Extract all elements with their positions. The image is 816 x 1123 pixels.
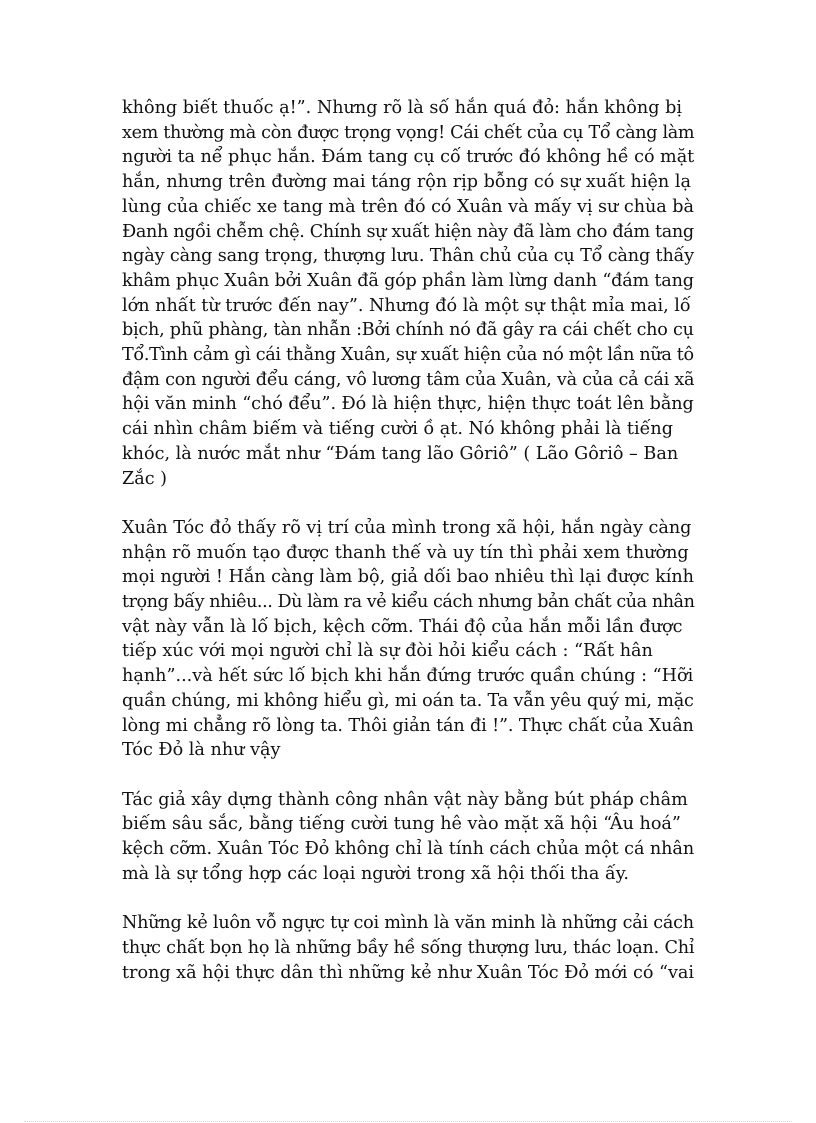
text-line: quần chúng, mi không hiểu gì, mi oán ta. Ta vẫn yêu quý mi, mặc bbox=[122, 690, 694, 711]
text-line: ngày càng sang trọng, thượng lưu. Thân chủ của cụ Tổ càng thấy bbox=[122, 246, 695, 267]
text-line: biếm sâu sắc, bằng tiếng cười tung hê vào mặt xã hội “Âu hoá” bbox=[122, 814, 681, 835]
text-line: Tổ.Tình cảm gì cái thằng Xuân, sự xuất hiện của nó một lần nữa tô bbox=[122, 345, 694, 366]
text-line: thực chất bọn họ là những bầy hề sống thượng lưu, thác loạn. Chỉ bbox=[122, 937, 695, 958]
text-line: xem thường mà còn được trọng vọng! Cái chết của cụ Tổ càng làm bbox=[122, 122, 695, 143]
text-line: nhận rõ muốn tạo được thanh thế và uy tín thì phải xem thường bbox=[122, 542, 689, 563]
paragraph-2 bbox=[122, 516, 694, 763]
text-line: khóc, là nước mắt như “Đám tang lão Gôriô” ( Lão Gôriô – Ban bbox=[122, 443, 679, 464]
paragraph-3 bbox=[122, 788, 694, 887]
text-line: hắn, nhưng trên đường mai táng rộn rịp bỗng có sự xuất hiện lạ bbox=[122, 172, 691, 193]
paragraph-1 bbox=[122, 96, 694, 491]
text-line: đậm con người đểu cáng, vô lương tâm của Xuân, và của cả cái xã bbox=[122, 369, 695, 390]
text-line: không biết thuốc ạ!”. Nhưng rõ là số hắn quá đỏ: hắn không bị bbox=[122, 98, 682, 118]
text-line: Đanh ngồi chễm chệ. Chính sự xuất hiện này đã làm cho đám tang bbox=[122, 221, 694, 242]
text-line: trọng bấy nhiêu... Dù làm ra vẻ kiểu cách nhưng bản chất của nhân bbox=[122, 592, 695, 613]
text-line: kệch cỡm. Xuân Tóc Đỏ không chỉ là tính cách chủa một cá nhân bbox=[122, 839, 695, 860]
text-line: khâm phục Xuân bởi Xuân đã góp phần làm lừng danh “đám tang bbox=[122, 270, 694, 291]
text-line: Những kẻ luôn vỗ ngực tự coi mình là văn minh là những cải cách bbox=[122, 913, 694, 934]
text-line: hạnh”...và hết sức lố bịch khi hắn đứng trước quần chúng : “Hỡi bbox=[122, 666, 694, 687]
text-line: tiếp xúc với mọi người chỉ là sự đòi hỏi kiểu cách : “Rất hân bbox=[122, 641, 653, 662]
text-line: vật này vẫn là lố bịch, kệch cỡm. Thái độ của hắn mỗi lần được bbox=[122, 616, 683, 637]
text-line: hội văn minh “chó đểu”. Đó là hiện thực, hiện thực toát lên bằng bbox=[122, 394, 694, 415]
text-line: Tóc Đỏ là như vậy bbox=[122, 740, 281, 761]
text-line: trong xã hội thực dân thì những kẻ như Xuân Tóc Đỏ mới có “vai bbox=[122, 962, 694, 983]
text-line: bịch, phũ phàng, tàn nhẫn :Bởi chính nó đã gây ra cái chết cho cụ bbox=[122, 320, 694, 341]
paragraph-4 bbox=[122, 911, 694, 985]
text-line: Tác giả xây dựng thành công nhân vật này bằng bút pháp châm bbox=[122, 789, 688, 810]
text-line: mà là sự tổng hợp các loại người trong xã hội thối tha ấy. bbox=[122, 863, 629, 884]
text-line: Zắc ) bbox=[122, 468, 168, 489]
text-line: lòng mi chẳng rõ lòng ta. Thôi giản tán đi !”. Thực chất của Xuân bbox=[122, 715, 694, 736]
document-body bbox=[122, 96, 694, 1010]
text-line: lùng của chiếc xe tang mà trên đó có Xuân và mấy vị sư chùa bà bbox=[122, 196, 694, 217]
text-line: lớn nhất từ trước đến nay”. Nhưng đó là một sự thật mỉa mai, lố bbox=[122, 295, 691, 316]
page-bottom-divider bbox=[24, 1121, 792, 1122]
text-line: Xuân Tóc đỏ thấy rõ vị trí của mình trong xã hội, hắn ngày càng bbox=[122, 517, 692, 538]
text-line: mọi người ! Hắn càng làm bộ, giả dối bao nhiêu thì lại được kính bbox=[122, 567, 694, 588]
text-line: người ta nể phục hắn. Đám tang cụ cố trước đó không hề có mặt bbox=[122, 147, 695, 168]
text-line: cái nhìn châm biếm và tiếng cười ồ ạt. Nó không phải là tiếng bbox=[122, 419, 674, 440]
